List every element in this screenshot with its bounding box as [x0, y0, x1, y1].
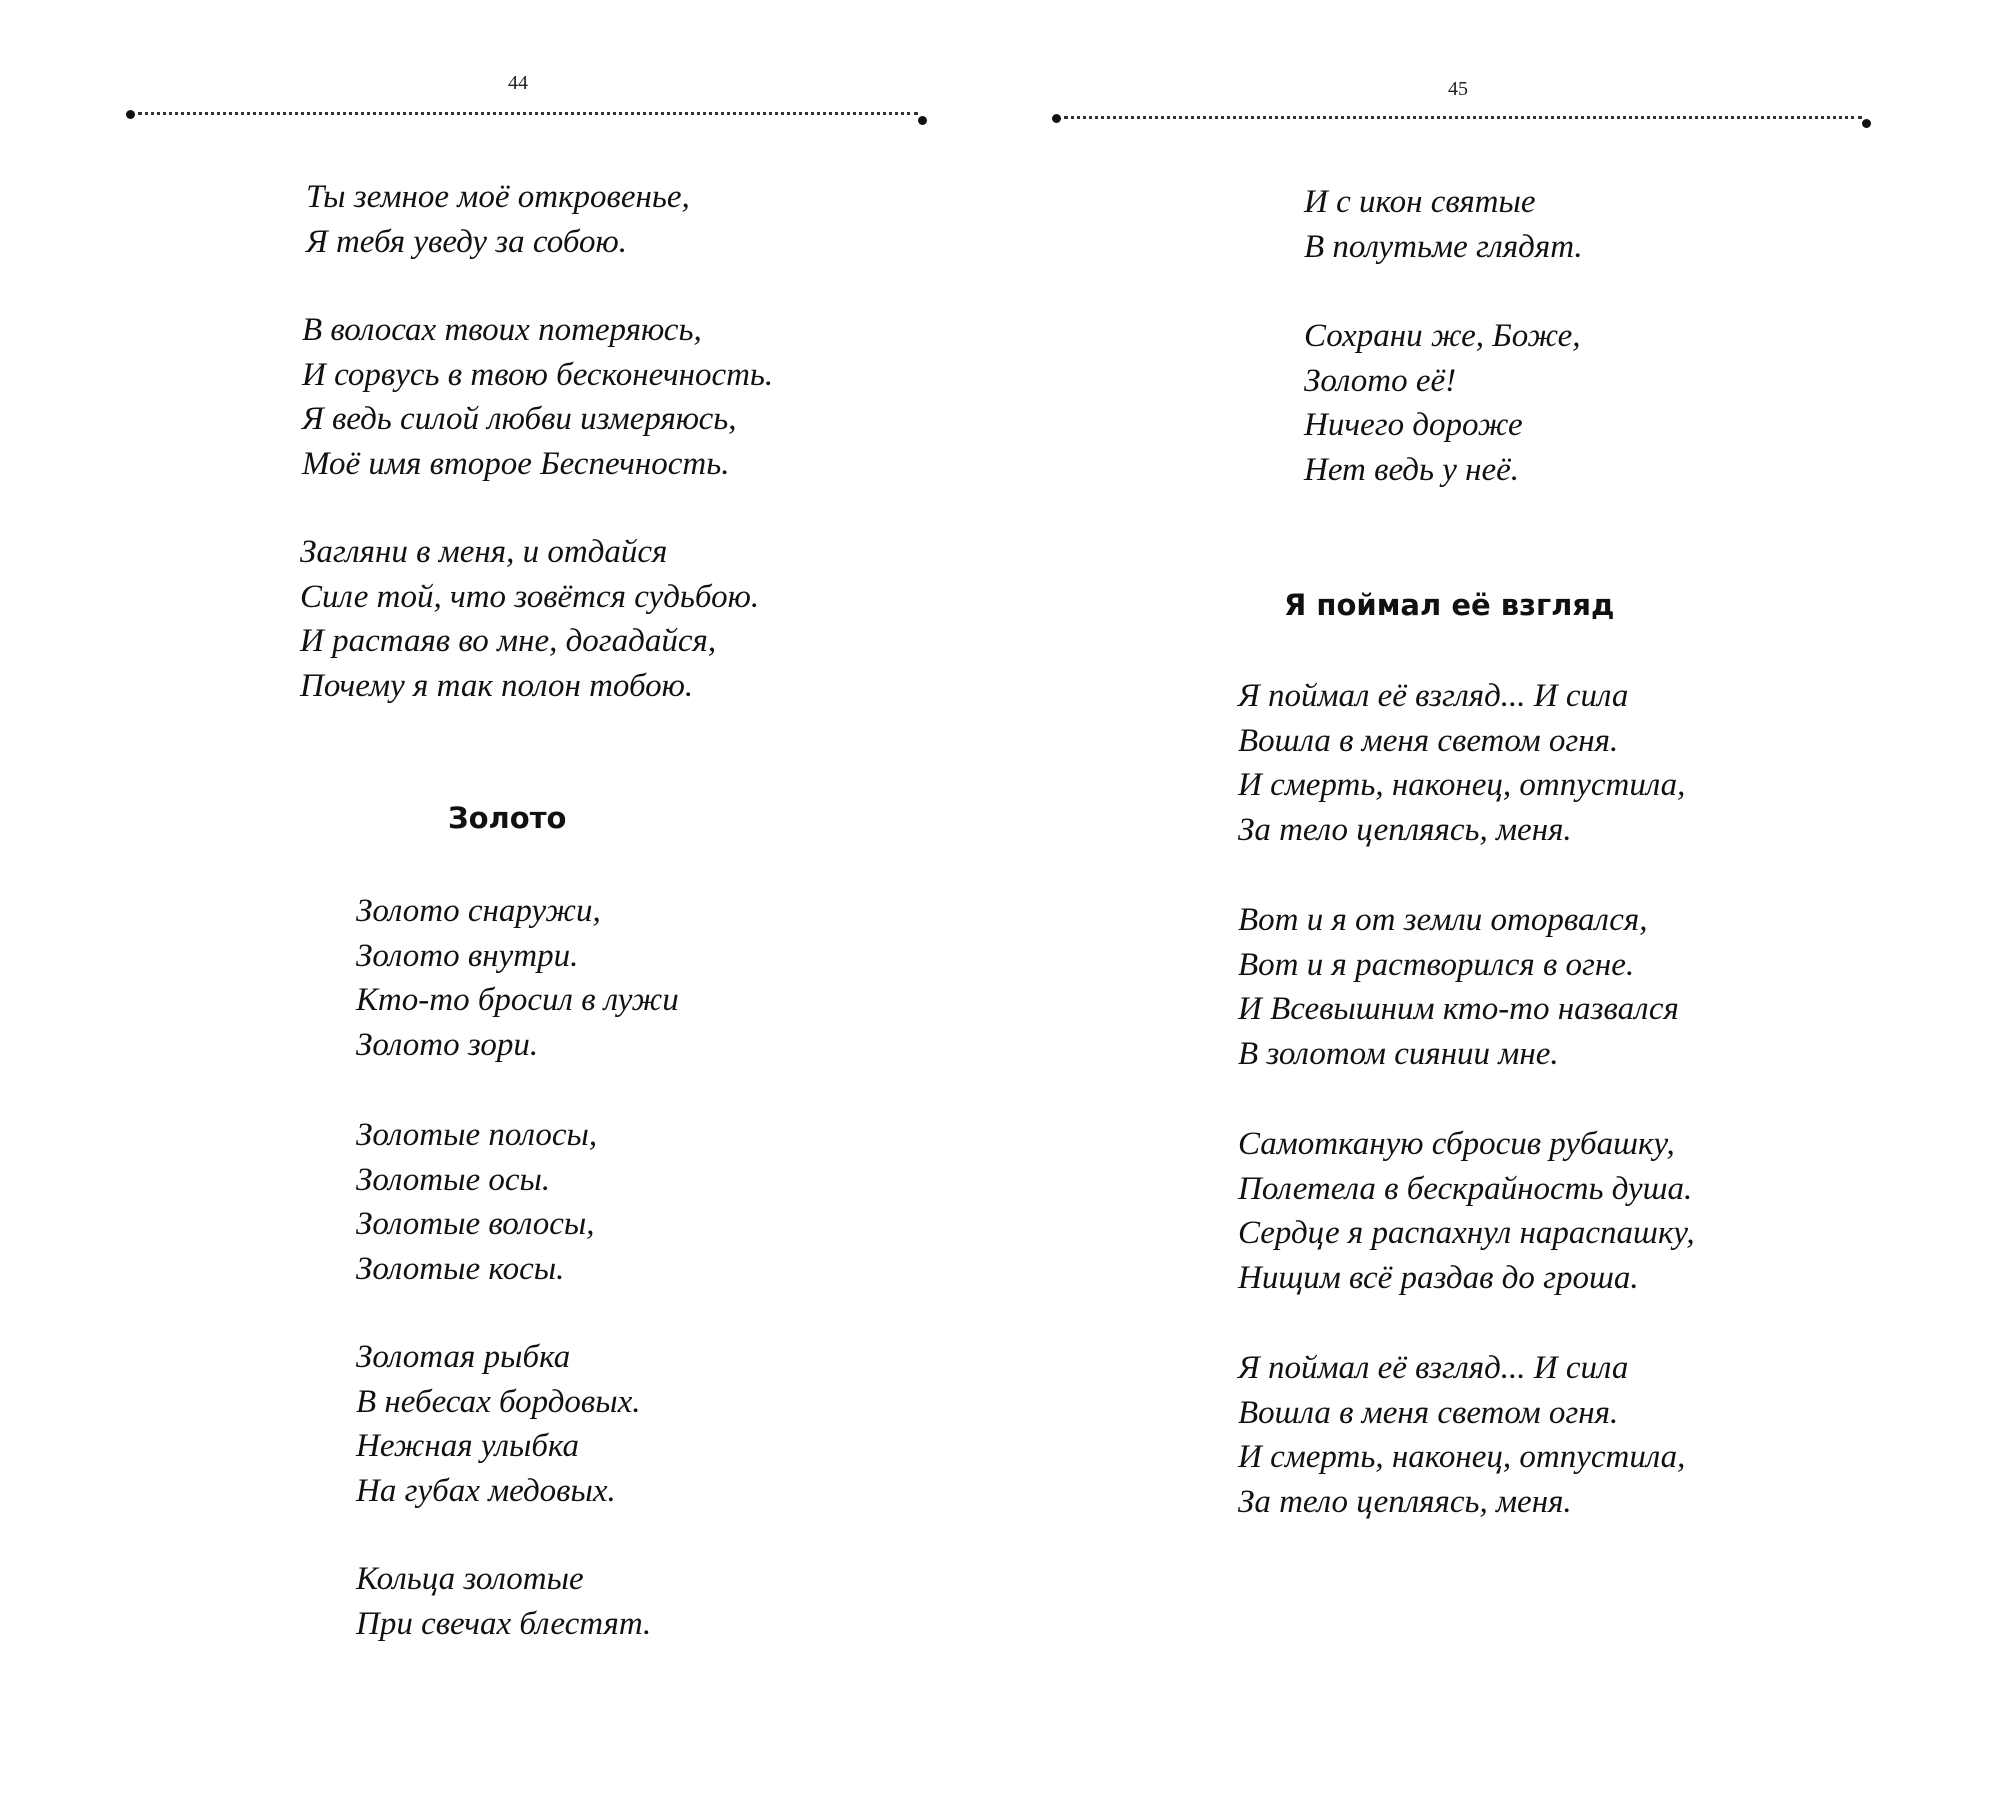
verse-line: Нежная улыбка	[356, 1428, 580, 1464]
verse-line: Сердце я распахнул нараспашку,	[1238, 1215, 1695, 1251]
verse-line: И смерть, наконец, отпустила,	[1238, 1439, 1686, 1475]
stanza	[1238, 1122, 1695, 1300]
verse-line: В золотом сиянии мне.	[1238, 1035, 1559, 1072]
verse-line: Я ведь силой любви измеряюсь,	[302, 401, 737, 437]
verse-line: И сорвусь в твою бесконечность.	[302, 356, 774, 393]
verse-line: И с икон святые	[1304, 184, 1536, 220]
verse-line: Ты земное моё откровенье,	[306, 179, 690, 215]
stanza	[300, 530, 759, 708]
verse-line: Самотканую сбросив рубашку,	[1238, 1126, 1675, 1162]
stanza	[356, 1335, 640, 1513]
stanza	[306, 175, 690, 264]
verse-line: Полетела в бескрайность душа.	[1238, 1170, 1693, 1207]
verse-line: Нет ведь у неё.	[1304, 451, 1520, 488]
stanza	[1238, 1346, 1685, 1524]
stanza	[1238, 674, 1685, 852]
verse-line: Я поймал её взгляд... И сила	[1238, 678, 1629, 714]
rule-end-dot	[126, 110, 135, 119]
poem-title: Золото	[448, 801, 567, 835]
verse-line: Золотые косы.	[356, 1250, 565, 1287]
page-number: 45	[1448, 78, 1468, 100]
header-rule	[138, 112, 918, 115]
verse-line: Ничего дороже	[1304, 407, 1523, 443]
verse-line: Вошла в меня светом огня.	[1238, 1394, 1619, 1431]
page-number: 44	[508, 72, 528, 94]
verse-line: Моё имя второе Беспечность.	[302, 445, 730, 482]
verse-line: И Всевышним кто-то назвался	[1238, 991, 1679, 1027]
verse-line: Я поймал её взгляд... И сила	[1238, 1350, 1629, 1386]
stanza	[1304, 314, 1581, 492]
verse-line: Вошла в меня светом огня.	[1238, 722, 1619, 759]
rule-end-dot	[1052, 114, 1061, 123]
stanza	[1304, 180, 1583, 269]
verse-line: Золото зори.	[356, 1026, 539, 1063]
verse-line: Золото внутри.	[356, 937, 579, 974]
verse-line: В волосах твоих потеряюсь,	[302, 312, 702, 348]
verse-line: Золотая рыбка	[356, 1339, 571, 1375]
header-rule	[1064, 116, 1862, 119]
verse-line: Почему я так полон тобою.	[300, 667, 694, 704]
verse-line: Кольца золотые	[356, 1561, 584, 1597]
stanza	[356, 1557, 651, 1646]
verse-line: Золото её!	[1304, 362, 1457, 399]
right-page	[1000, 0, 2000, 1793]
verse-line: Золотые волосы,	[356, 1206, 595, 1242]
verse-line: Вот и я от земли оторвался,	[1238, 902, 1648, 938]
verse-line: И растаяв во мне, догадайся,	[300, 623, 717, 659]
verse-line: Золото снаружи,	[356, 893, 601, 929]
verse-line: Я тебя уведу за собою.	[306, 223, 627, 260]
verse-line: За тело цепляясь, меня.	[1238, 811, 1572, 848]
rule-end-dot	[918, 116, 927, 125]
stanza	[1238, 898, 1679, 1076]
poem-title: Я поймал её взгляд	[1284, 588, 1615, 622]
verse-line: Загляни в меня, и отдайся	[300, 534, 668, 570]
verse-line: Сохрани же, Боже,	[1304, 318, 1581, 354]
stanza	[302, 308, 773, 486]
verse-line: Золотые полосы,	[356, 1117, 598, 1153]
verse-line: В полутьме глядят.	[1304, 228, 1583, 265]
stanza	[356, 889, 679, 1067]
verse-line: Силе той, что зовётся судьбою.	[300, 578, 760, 615]
verse-line: Кто-то бросил в лужи	[356, 982, 679, 1018]
stanza	[356, 1113, 597, 1291]
verse-line: В небесах бордовых.	[356, 1383, 641, 1420]
verse-line: При свечах блестят.	[356, 1605, 652, 1642]
verse-line: И смерть, наконец, отпустила,	[1238, 767, 1686, 803]
verse-line: Вот и я растворился в огне.	[1238, 946, 1635, 983]
verse-line: На губах медовых.	[356, 1472, 616, 1509]
rule-end-dot	[1862, 119, 1871, 128]
verse-line: Нищим всё раздав до гроша.	[1238, 1259, 1639, 1296]
verse-line: За тело цепляясь, меня.	[1238, 1483, 1572, 1520]
verse-line: Золотые осы.	[356, 1161, 551, 1198]
